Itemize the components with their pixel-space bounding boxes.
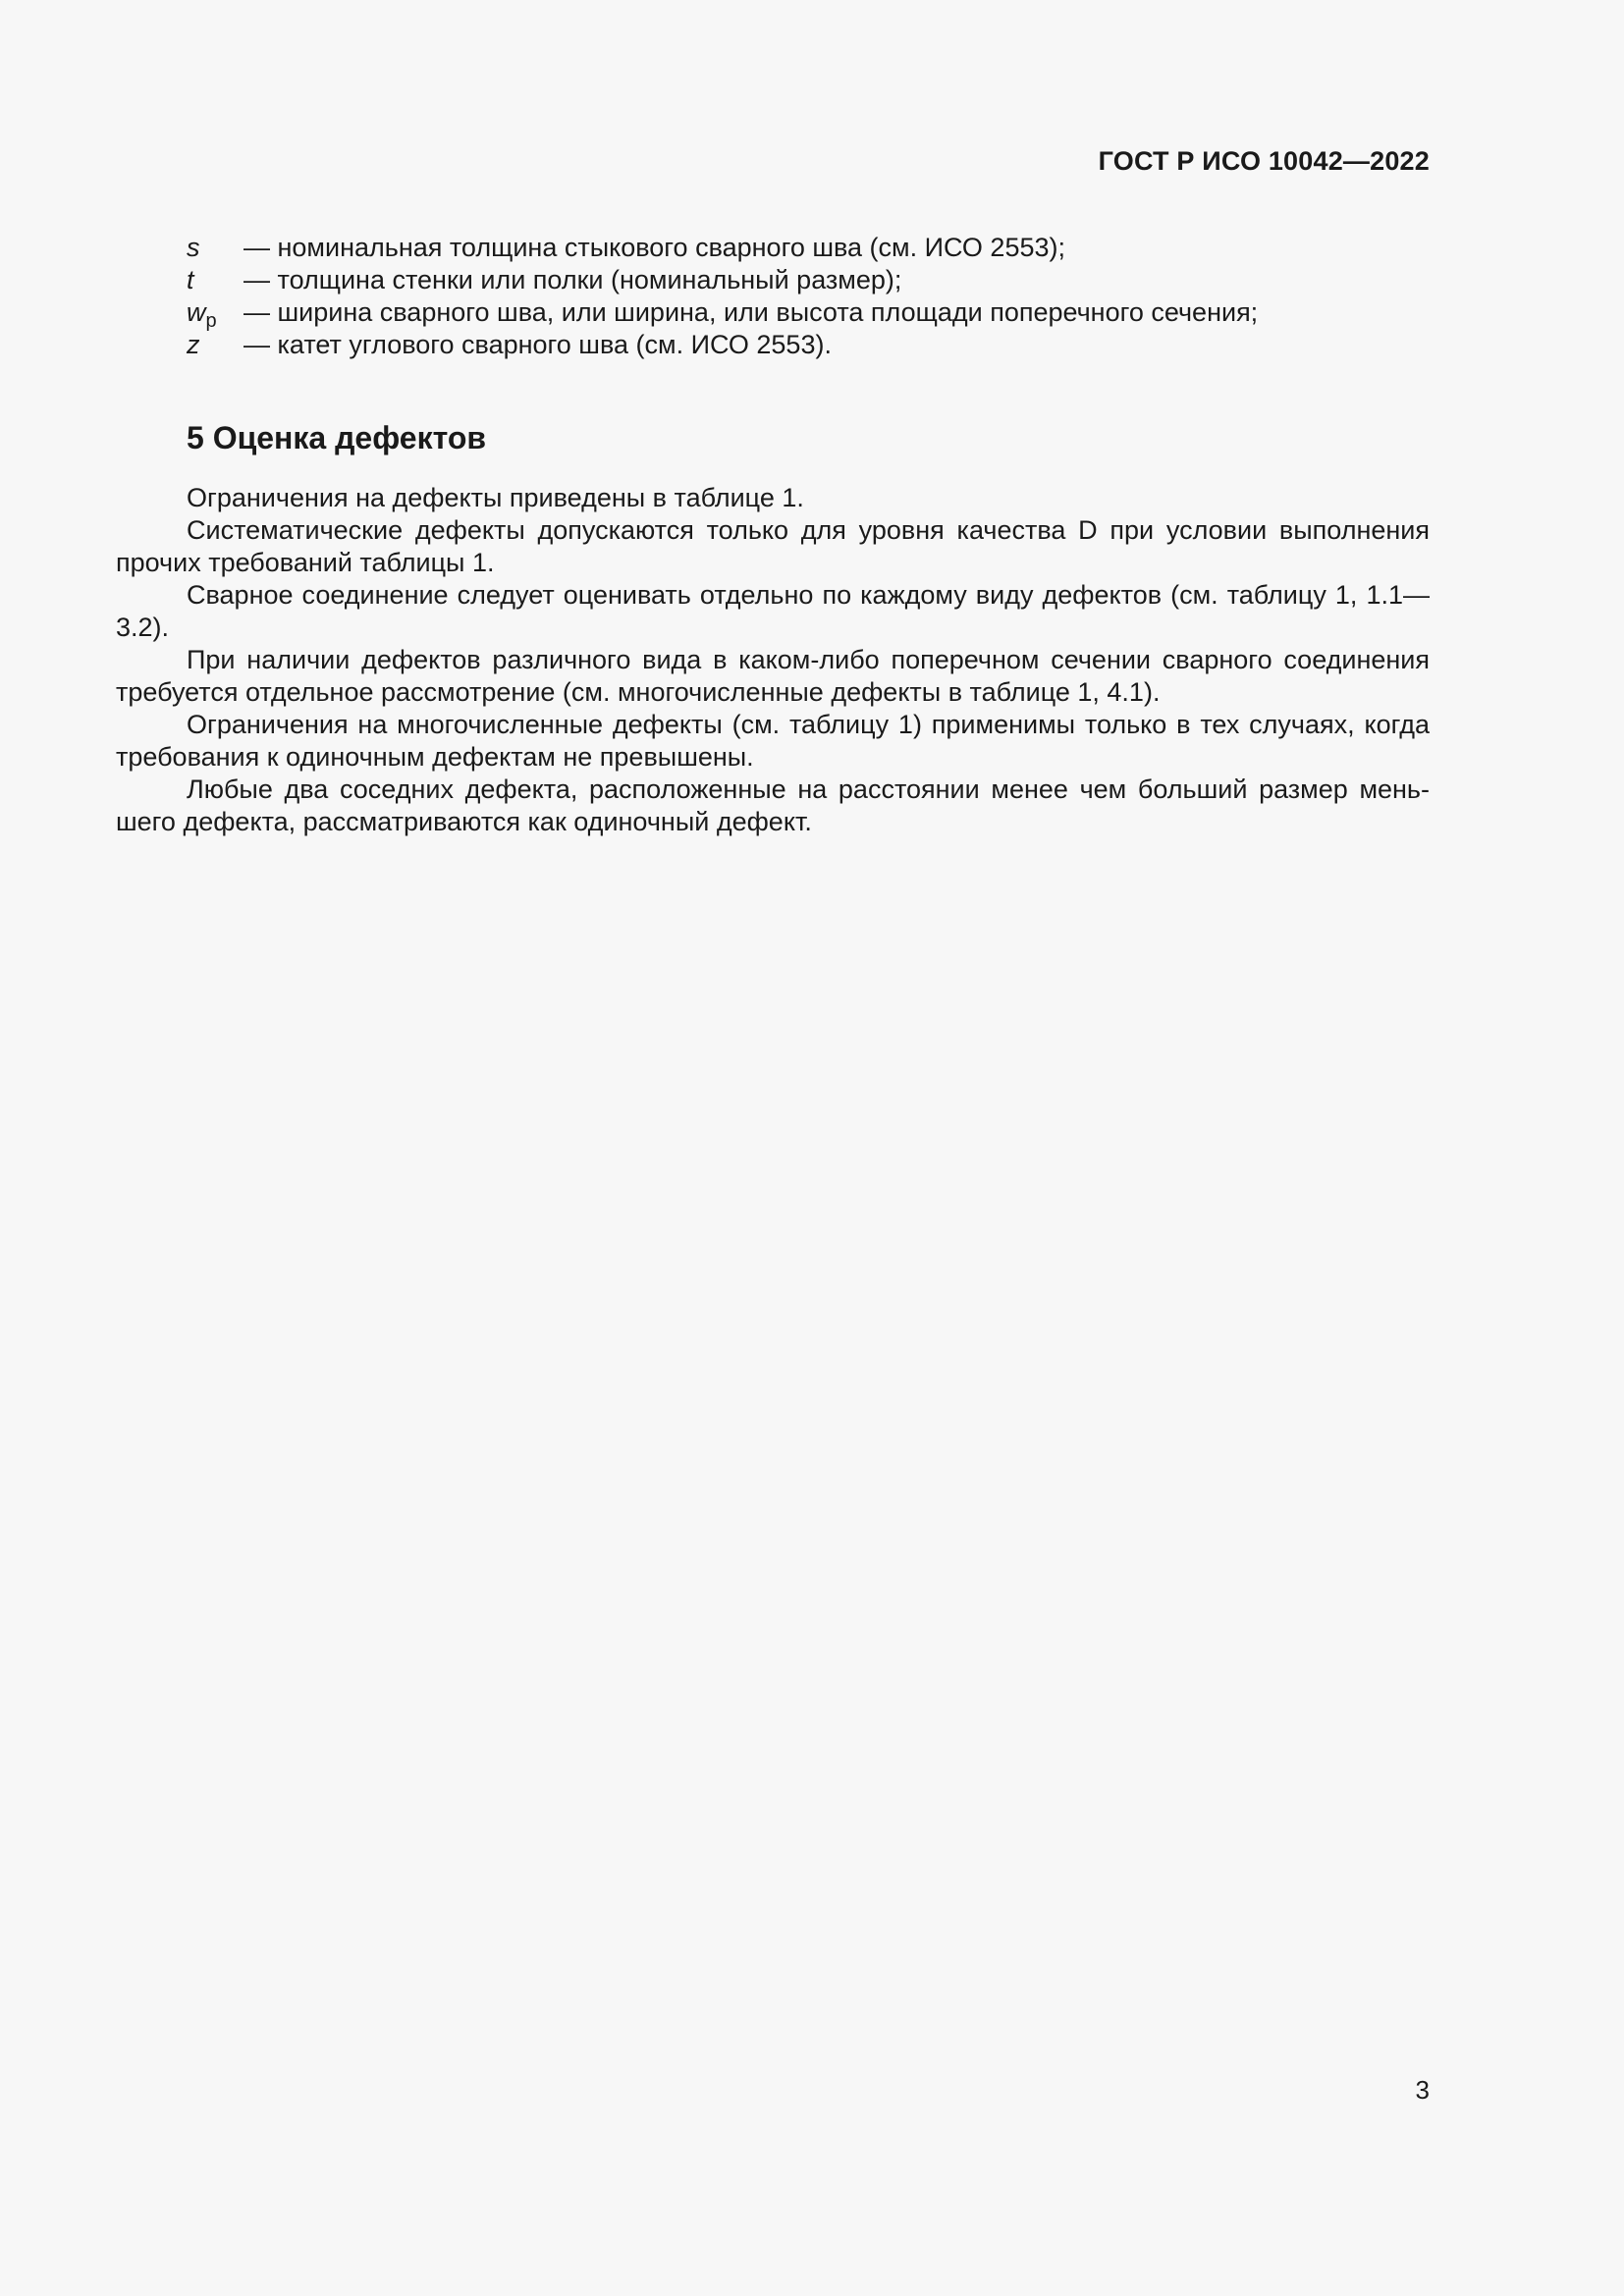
paragraph: Ограничения на многочисленные дефекты (см. таблицу 1) применимы только в тех случаях, когда требования к одиночным дефектам не превышены.: [116, 710, 1430, 772]
symbol-description: — толщина стенки или полки (номинальный размер);: [244, 265, 902, 294]
paragraph: Любые два соседних дефекта, расположенные на расстоянии менее чем больший размер меньшего дефекта, рассматриваются как одиночный дефект.: [116, 774, 1430, 836]
section-body: [116, 482, 1430, 838]
paragraph: Ограничения на дефекты приведены в таблице 1.: [187, 483, 804, 512]
page-number: 3: [1415, 2075, 1430, 2105]
symbols-list: [187, 232, 1430, 361]
document-header: ГОСТ Р ИСО 10042—2022: [1098, 146, 1430, 176]
symbol-row: [187, 329, 1430, 361]
symbol: $w_p$: [187, 297, 217, 332]
symbol-description: — номинальная толщина стыкового сварного шва (см. ИСО 2553);: [244, 233, 1065, 262]
symbol-row: [187, 264, 1430, 296]
paragraph: При наличии дефектов различного вида в каком-либо поперечном сечении сварного соединения требуется отдельное рассмотрение (см. многочисленные дефекты в таблице 1, 4.1).: [116, 645, 1430, 707]
symbol-description: — катет углового сварного шва (см. ИСО 2553).: [244, 330, 832, 359]
section-title: 5 Оценка дефектов: [187, 420, 487, 455]
symbol: z: [187, 330, 200, 359]
symbol-row: [187, 232, 1430, 264]
symbol: t: [187, 265, 194, 294]
symbol-description: — ширина сварного шва, или ширина, или высота площади поперечного сечения;: [244, 297, 1259, 327]
symbol: s: [187, 233, 200, 262]
paragraph: Систематические дефекты допускаются только для уровня качества D при условии выполнения прочих требований таблицы 1.: [116, 515, 1430, 577]
paragraph: Сварное соединение следует оценивать отдельно по каждому виду дефектов (см. таблицу 1, 1.1—3.2).: [116, 580, 1430, 642]
symbol-row: [187, 296, 1430, 332]
